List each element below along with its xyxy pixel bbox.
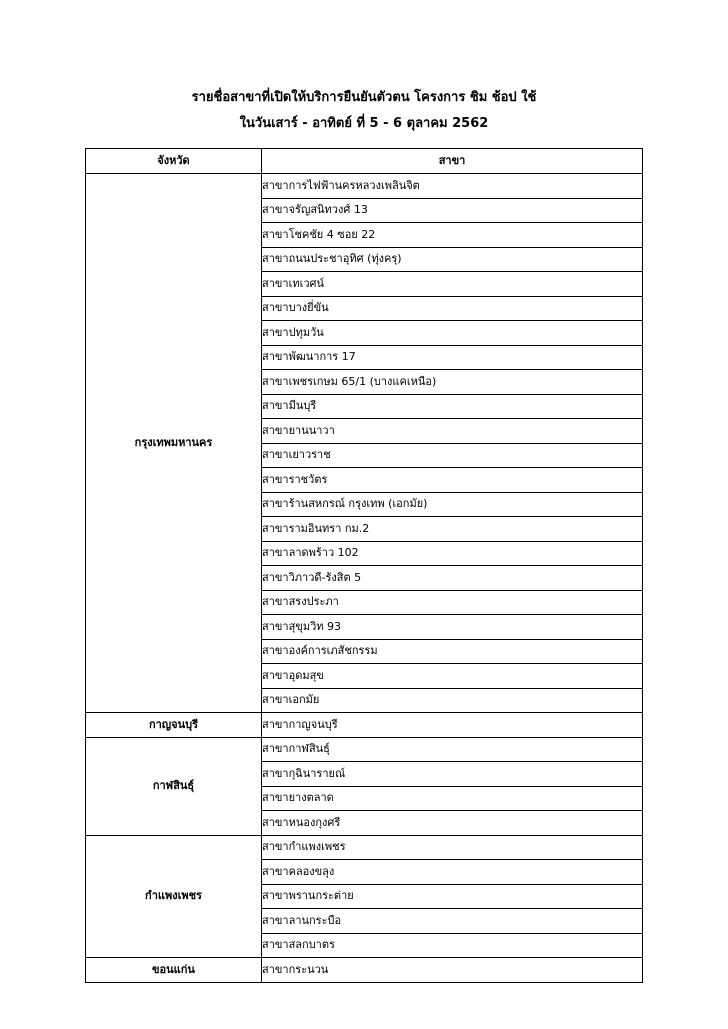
- branch-column-header: สาขา: [262, 149, 643, 174]
- branch-cell: สาขาลาดพร้าว 102: [262, 541, 643, 566]
- branch-cell: สาขายานนาวา: [262, 419, 643, 444]
- branch-cell: สาขามีนบุรี: [262, 394, 643, 419]
- branch-cell: สาขาราชวัตร: [262, 468, 643, 493]
- table-row: [86, 737, 643, 762]
- province-cell: กาฬสินธุ์: [86, 737, 262, 835]
- branch-cell: สาขาองค์การเภสัชกรรม: [262, 639, 643, 664]
- branch-cell: สาขายางตลาด: [262, 786, 643, 811]
- branch-cell: สาขาวิภาวดี-รังสิต 5: [262, 566, 643, 591]
- province-column-header: จังหวัด: [86, 149, 262, 174]
- branch-cell: สาขาร้านสหกรณ์ กรุงเทพ (เอกมัย): [262, 492, 643, 517]
- branch-cell: สาขาบางยี่ขัน: [262, 296, 643, 321]
- branch-cell: สาขากุฉินารายณ์: [262, 762, 643, 787]
- branch-cell: สาขาเทเวศน์: [262, 272, 643, 297]
- table-row: [86, 958, 643, 983]
- branch-cell: สาขาอุดมสุข: [262, 664, 643, 689]
- branch-cell: สาขาคลองขลุง: [262, 860, 643, 885]
- branch-cell: สาขาพรานกระต่าย: [262, 884, 643, 909]
- province-cell: กาญจนบุรี: [86, 713, 262, 738]
- branch-cell: สาขากาญจนบุรี: [262, 713, 643, 738]
- table-row: [86, 174, 643, 199]
- branch-cell: สาขาโชคชัย 4 ซอย 22: [262, 223, 643, 248]
- document-subtitle-date: ในวันเสาร์ - อาทิตย์ ที่ 5 - 6 ตุลาคม 2562: [239, 116, 489, 131]
- branch-cell: สาขาพัฒนาการ 17: [262, 345, 643, 370]
- branch-cell: สาขาสุขุมวิท 93: [262, 615, 643, 640]
- branch-cell: สาขาหนองกุงศรี: [262, 811, 643, 836]
- province-cell: กรุงเทพมหานคร: [86, 174, 262, 713]
- branch-cell: สาขารามอินทรา กม.2: [262, 517, 643, 542]
- table-row: [86, 713, 643, 738]
- branch-cell: สาขาเยาวราช: [262, 443, 643, 468]
- branch-cell: สาขากาฬสินธุ์: [262, 737, 643, 762]
- branch-table: [85, 148, 643, 983]
- branch-cell: สาขาเพชรเกษม 65/1 (บางแคเหนือ): [262, 370, 643, 395]
- province-cell: ขอนแก่น: [86, 958, 262, 983]
- branch-cell: สาขาลานกระบือ: [262, 909, 643, 934]
- branch-cell: สาขาถนนประชาอุทิศ (ทุ่งครุ): [262, 247, 643, 272]
- province-cell: กำแพงเพชร: [86, 835, 262, 958]
- branch-cell: สาขาปทุมวัน: [262, 321, 643, 346]
- table-header-row: [86, 149, 643, 174]
- table-row: [86, 835, 643, 860]
- branch-cell: สาขาสรงประภา: [262, 590, 643, 615]
- branch-cell: สาขาสลกบาตร: [262, 933, 643, 958]
- branch-cell: สาขากระนวน: [262, 958, 643, 983]
- document-title: รายชื่อสาขาที่เปิดให้บริการยืนยันตัวตน โครงการ ชิม ช้อป ใช้: [191, 90, 537, 105]
- branch-cell: สาขากำแพงเพชร: [262, 835, 643, 860]
- branch-cell: สาขาจรัญสนิทวงศ์ 13: [262, 198, 643, 223]
- branch-cell: สาขาการไฟฟ้านครหลวงเพลินจิต: [262, 174, 643, 199]
- table-body: [86, 174, 643, 983]
- branch-cell: สาขาเอกมัย: [262, 688, 643, 713]
